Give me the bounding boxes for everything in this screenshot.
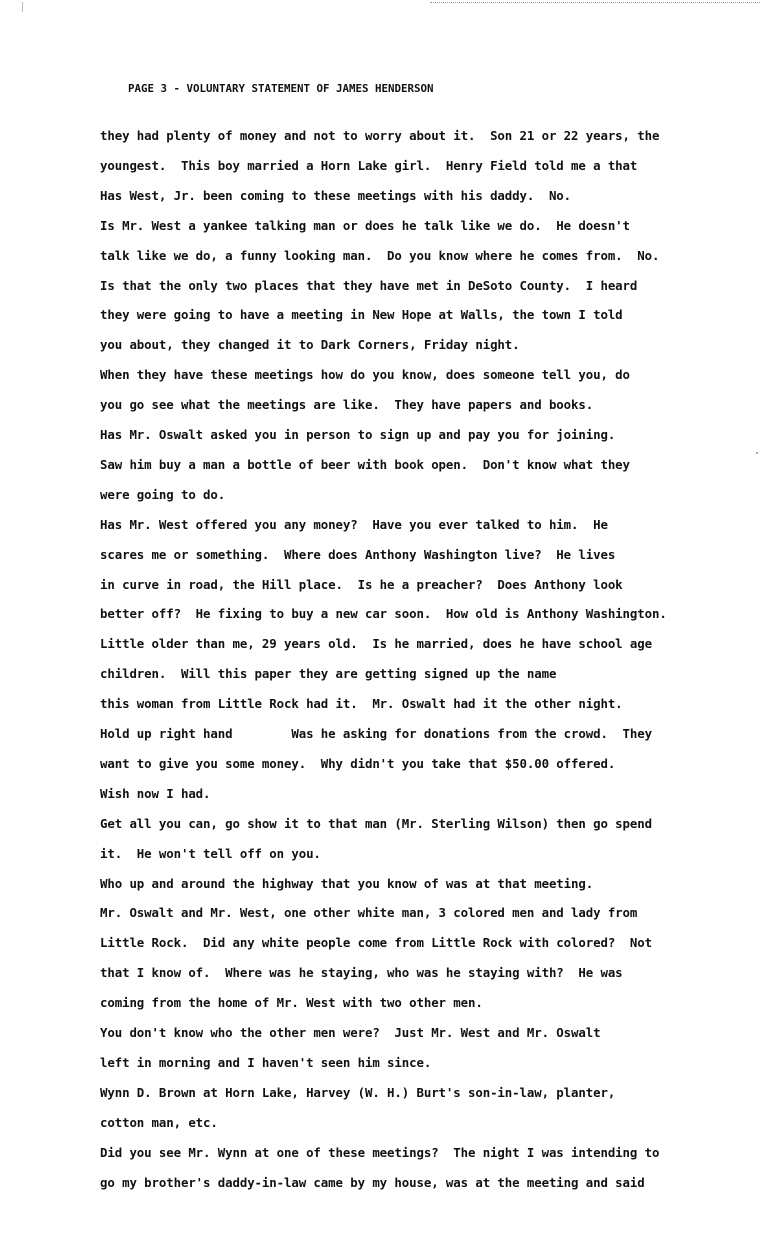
statement-line: they had plenty of money and not to worry about it. Son 21 or 22 years, the xyxy=(100,128,660,143)
scan-top-dotted-edge xyxy=(430,2,760,3)
statement-line: Mr. Oswalt and Mr. West, one other white man, 3 colored men and lady from xyxy=(100,905,638,920)
statement-line: Get all you can, go show it to that man (Mr. Sterling Wilson) then go spend xyxy=(100,816,652,831)
statement-line: cotton man, etc. xyxy=(100,1115,218,1130)
statement-line: Has Mr. Oswalt asked you in person to sign up and pay you for joining. xyxy=(100,427,616,442)
statement-line: talk like we do, a funny looking man. Do you know where he comes from. No. xyxy=(100,248,660,263)
statement-line: Wish now I had. xyxy=(100,786,211,801)
scan-speck xyxy=(756,452,758,454)
statement-line: Who up and around the highway that you know of was at that meeting. xyxy=(100,876,594,891)
statement-line: Wynn D. Brown at Horn Lake, Harvey (W. H.) Burt's son-in-law, planter, xyxy=(100,1085,616,1100)
statement-line: left in morning and I haven't seen him since. xyxy=(100,1055,432,1070)
statement-line: better off? He fixing to buy a new car soon. How old is Anthony Washington. xyxy=(100,606,667,621)
statement-line: this woman from Little Rock had it. Mr. Oswalt had it the other night. xyxy=(100,696,623,711)
statement-line: When they have these meetings how do you know, does someone tell you, do xyxy=(100,367,630,382)
statement-line: coming from the home of Mr. West with two other men. xyxy=(100,995,483,1010)
statement-line: scares me or something. Where does Anthony Washington live? He lives xyxy=(100,547,616,562)
statement-line: go my brother's daddy-in-law came by my house, was at the meeting and said xyxy=(100,1175,645,1190)
statement-line: it. He won't tell off on you. xyxy=(100,846,321,861)
statement-line: You don't know who the other men were? Just Mr. West and Mr. Oswalt xyxy=(100,1025,601,1040)
statement-line: they were going to have a meeting in New Hope at Walls, the town I told xyxy=(100,307,623,322)
statement-line: youngest. This boy married a Horn Lake girl. Henry Field told me a that xyxy=(100,158,638,173)
page-header: PAGE 3 - VOLUNTARY STATEMENT OF JAMES HENDERSON xyxy=(128,82,434,95)
statement-line: Did you see Mr. Wynn at one of these meetings? The night I was intending to xyxy=(100,1145,660,1160)
statement-line: Hold up right hand Was he asking for donations from the crowd. They xyxy=(100,726,652,741)
scan-corner-mark xyxy=(22,2,23,12)
statement-line: want to give you some money. Why didn't you take that $50.00 offered. xyxy=(100,756,616,771)
statement-line: in curve in road, the Hill place. Is he a preacher? Does Anthony look xyxy=(100,577,623,592)
statement-line: children. Will this paper they are getting signed up the name xyxy=(100,666,557,681)
statement-line: Little Rock. Did any white people come from Little Rock with colored? Not xyxy=(100,935,652,950)
statement-line: Is Mr. West a yankee talking man or does he talk like we do. He doesn't xyxy=(100,218,630,233)
statement-line: Saw him buy a man a bottle of beer with book open. Don't know what they xyxy=(100,457,630,472)
statement-line: you about, they changed it to Dark Corners, Friday night. xyxy=(100,337,520,352)
statement-line: Has West, Jr. been coming to these meetings with his daddy. No. xyxy=(100,188,572,203)
statement-line: Little older than me, 29 years old. Is he married, does he have school age xyxy=(100,636,652,651)
statement-line: were going to do. xyxy=(100,487,226,502)
statement-line: that I know of. Where was he staying, who was he staying with? He was xyxy=(100,965,623,980)
statement-line: you go see what the meetings are like. They have papers and books. xyxy=(100,397,594,412)
statement-line: Has Mr. West offered you any money? Have you ever talked to him. He xyxy=(100,517,608,532)
statement-line: Is that the only two places that they have met in DeSoto County. I heard xyxy=(100,278,638,293)
